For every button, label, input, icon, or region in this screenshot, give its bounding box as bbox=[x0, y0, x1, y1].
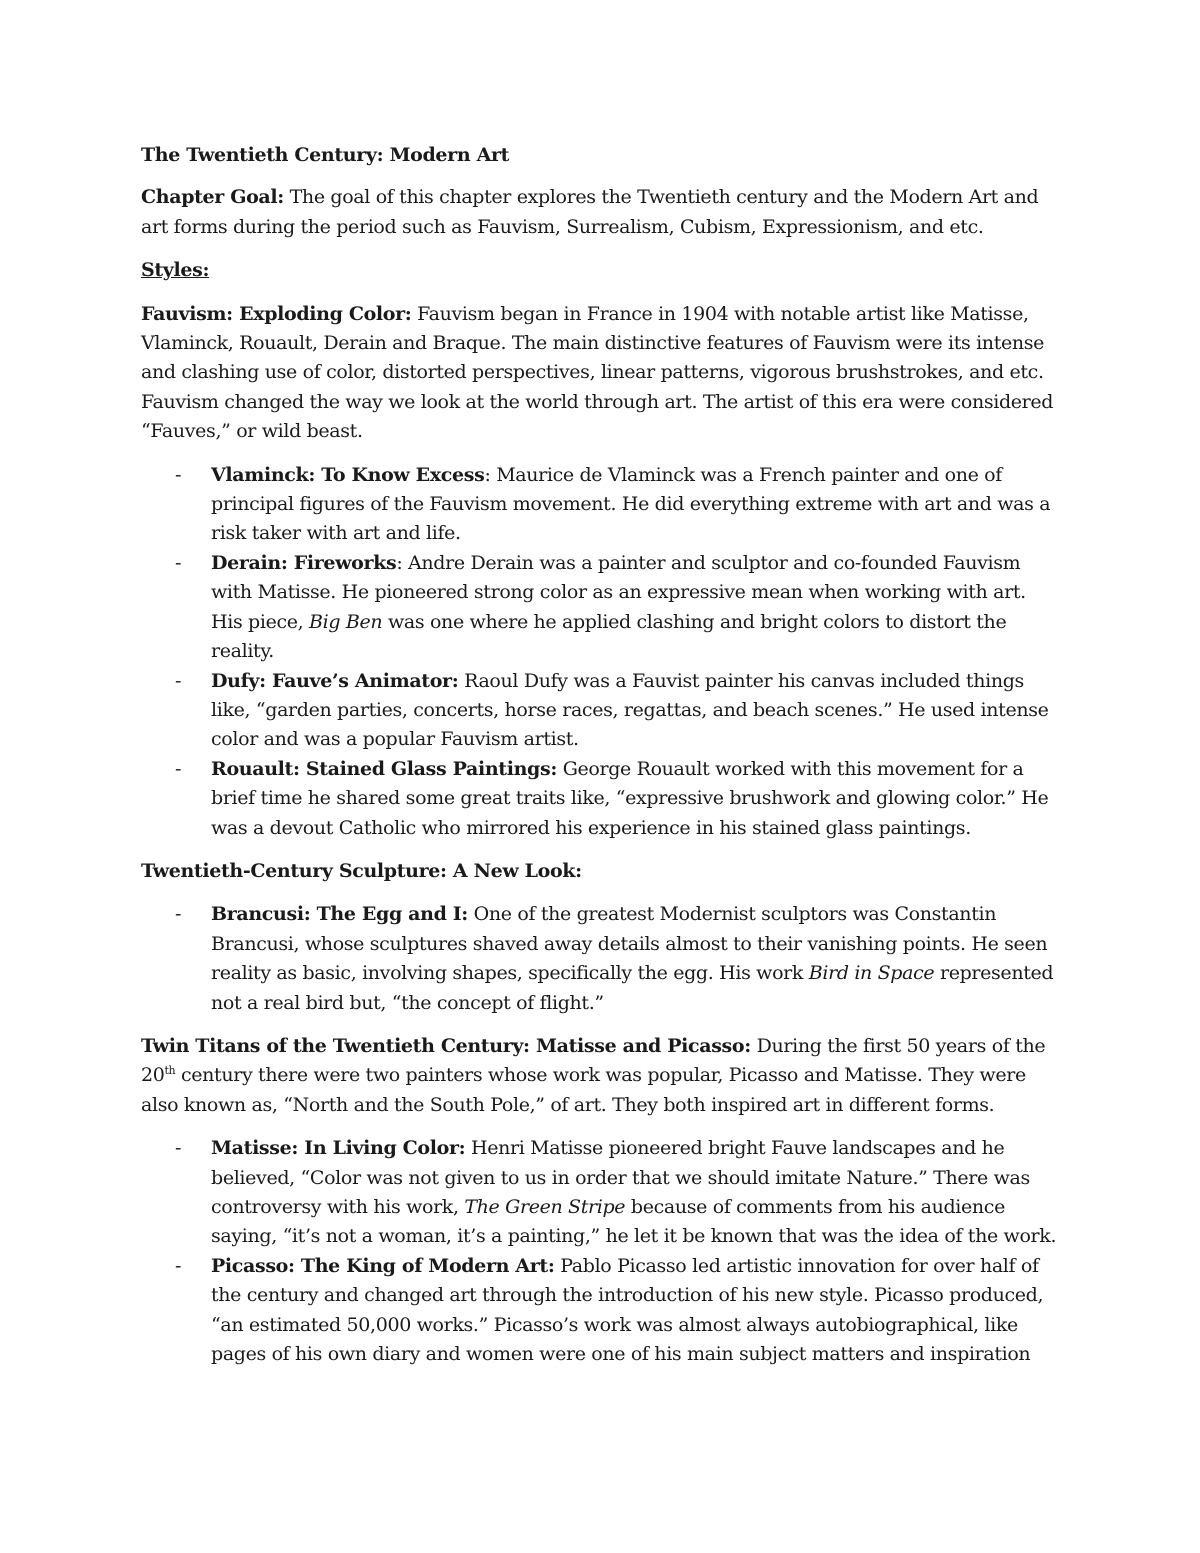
chapter-goal-paragraph bbox=[141, 183, 1061, 242]
item-text: Henri Matisse pioneered bright Fauve landscapes and he believed, “Color was not given to us in order that we should imitate Nature.” There was controversy with his work, bbox=[211, 1137, 1030, 1218]
ordinal-suffix: th bbox=[164, 1064, 176, 1078]
fauvism-text: Fauvism began in France in 1904 with notable artist like Matisse, Vlaminck, Rouault, Derain and Braque. The main distinctive features of Fauvism were its intense and clashing use of color, distorted perspectives, linear patterns, vigorous brushstrokes, and etc. Fauvism changed the way we look at the world through art. The artist of this era were considered “Fauves,” or wild beast. bbox=[141, 302, 1054, 443]
item-label: Brancusi: The Egg and I: bbox=[211, 903, 468, 926]
fauvism-artist-list bbox=[141, 461, 1061, 843]
item-text: : Andre Derain was a painter and sculptor and co-founded Fauvism with Matisse. He pioneered strong color as an expressive mean when working with art. His piece, bbox=[211, 551, 1026, 633]
fauvism-label: Fauvism: Exploding Color: bbox=[141, 302, 412, 325]
dash-bullet: - bbox=[175, 1137, 182, 1160]
dash-bullet: - bbox=[175, 463, 182, 486]
document-body bbox=[141, 141, 1061, 1369]
list-item-rouault bbox=[141, 755, 1061, 843]
document-title: The Twentieth Century: Modern Art bbox=[141, 144, 510, 166]
item-text: One of the greatest Modernist sculptors was Constantin Brancusi, whose sculptures shaved away details almost to their vanishing points. He seen reality as basic, involving shapes, specifically the egg. His work bbox=[211, 903, 1048, 985]
dash-bullet: - bbox=[175, 551, 182, 574]
twin-titans-paragraph bbox=[141, 1032, 1061, 1120]
item-label: Derain: Fireworks bbox=[211, 551, 397, 574]
artwork-title: Big Ben bbox=[309, 610, 383, 633]
item-text: represented not a real bird but, “the concept of flight.” bbox=[211, 962, 1054, 1014]
item-text: was one where he applied clashing and bright colors to distort the reality. bbox=[211, 610, 1007, 663]
chapter-goal-text: The goal of this chapter explores the Twentieth century and the Modern Art and art forms during the period such as Fauvism, Surrealism, Cubism, Expressionism, and etc. bbox=[141, 186, 1039, 238]
list-item-vlaminck bbox=[141, 461, 1061, 549]
dash-bullet: - bbox=[175, 669, 182, 692]
styles-heading: Styles: bbox=[141, 259, 210, 282]
list-item-brancusi bbox=[141, 900, 1061, 1018]
twin-titans-text: During the first 50 years of the 20 bbox=[141, 1034, 1046, 1087]
fauvism-paragraph bbox=[141, 300, 1061, 447]
artwork-title: The Green Stripe bbox=[464, 1196, 626, 1218]
item-label: Matisse: In Living Color: bbox=[211, 1137, 466, 1160]
dash-bullet: - bbox=[175, 1254, 182, 1277]
twin-titans-label: Twin Titans of the Twentieth Century: Matisse and Picasso: bbox=[141, 1034, 751, 1057]
list-item-dufy bbox=[141, 667, 1061, 755]
item-text: Raoul Dufy was a Fauvist painter his canvas included things like, “garden parties, concerts, horse races, regattas, and beach scenes.” He used intense color and was a popular Fauvism artist. bbox=[211, 669, 1049, 751]
item-text: Pablo Picasso led artistic innovation for over half of the century and changed art through the introduction of his new style. Picasso produced, “an estimated 50,000 works.” Picasso’s work was almost always autobiographical, like pages of his own diary and women were one of his main subject matters and inspiration bbox=[211, 1254, 1044, 1366]
item-label: Rouault: Stained Glass Paintings: bbox=[211, 757, 557, 780]
list-item-derain bbox=[141, 549, 1061, 667]
dash-bullet: - bbox=[175, 757, 182, 780]
dash-bullet: - bbox=[175, 903, 182, 926]
item-text: : Maurice de Vlaminck was a French painter and one of principal figures of the Fauvism movement. He did everything extreme with art and was a risk taker with art and life. bbox=[211, 463, 1051, 545]
list-item-matisse bbox=[141, 1134, 1061, 1252]
item-label: Picasso: The King of Modern Art: bbox=[211, 1254, 555, 1277]
sculpture-heading: Twentieth-Century Sculpture: A New Look: bbox=[141, 859, 582, 882]
item-text: because of comments from his audience saying, “it’s not a woman, it’s a painting,” he let it be known that was the idea of the work. bbox=[211, 1196, 1057, 1248]
item-label: Vlaminck: To Know Excess bbox=[211, 463, 485, 486]
list-item-picasso bbox=[141, 1252, 1061, 1370]
artwork-title: Bird in Space bbox=[808, 962, 935, 985]
item-label: Dufy: Fauve’s Animator: bbox=[211, 669, 459, 692]
twin-titans-text: century there were two painters whose work was popular, Picasso and Matisse. They were also known as, “North and the South Pole,” of art. They both inspired art in different forms. bbox=[141, 1064, 1026, 1116]
titans-list bbox=[141, 1134, 1061, 1369]
sculpture-list bbox=[141, 900, 1061, 1018]
item-text: George Rouault worked with this movement for a brief time he shared some great traits like, “expressive brushwork and glowing color.” He was a devout Catholic who mirrored his experience in his stained glass paintings. bbox=[211, 757, 1049, 839]
chapter-goal-label: Chapter Goal: bbox=[141, 186, 284, 209]
